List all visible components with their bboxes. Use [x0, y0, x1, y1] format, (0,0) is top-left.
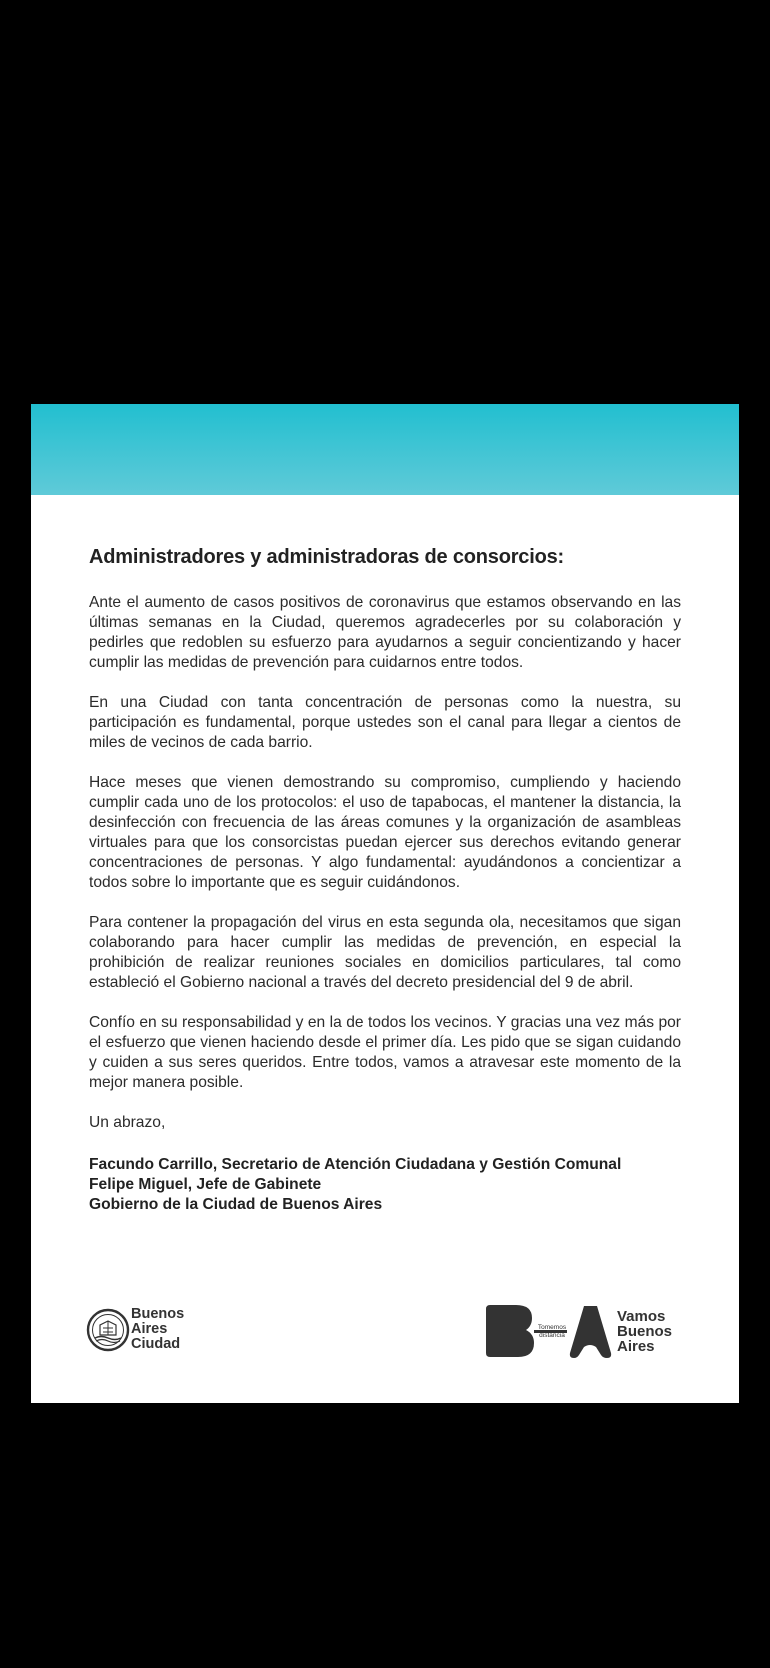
- letter-body: [89, 546, 681, 1215]
- signature-1: Facundo Carrillo, Secretario de Atención Ciudadana y Gestión Comunal: [89, 1156, 622, 1173]
- buenos-aires-ciudad-logo: [86, 1305, 206, 1355]
- logo-left-line: Aires: [131, 1321, 168, 1337]
- logo-small-line: Tomemos: [537, 1324, 567, 1331]
- city-seal-icon: [86, 1308, 130, 1352]
- vamos-buenos-aires-logo: [484, 1303, 689, 1363]
- paragraph-2: En una Ciudad con tanta concentración de personas como la nuestra, su participación es fundamental, porque ustedes son el canal para llegar a cientos de miles de vecinos de cada barrio.: [89, 694, 681, 751]
- logo-right-line: Aires: [617, 1338, 655, 1355]
- paragraph-5: Confío en su responsabilidad y en la de todos los vecinos. Y gracias una vez más por el esfuerzo que vienen haciendo desde el primer día. Les pido que se sigan cuidando y cuiden a sus seres queridos. Entre todos, vamos a atravesar este momento de la mejor manera posible.: [89, 1014, 681, 1091]
- header-banner: [31, 404, 739, 495]
- tomemos-distancia-text: [534, 1324, 570, 1340]
- paragraph-1: Ante el aumento de casos positivos de coronavirus que estamos observando en las últimas semanas en la Ciudad, queremos agradecerles por su colaboración y pedirles que redoblen su esfuerzo para ayudarnos a seguir concientizando y hacer cumplir las medidas de prevención para cuidarnos entre todos.: [89, 594, 681, 671]
- logo-left-line: Ciudad: [131, 1336, 181, 1352]
- signature-3: Gobierno de la Ciudad de Buenos Aires: [89, 1196, 383, 1213]
- letter-title: Administradores y administradoras de consorcios:: [89, 546, 564, 568]
- paragraph-3: Hace meses que vienen demostrando su compromiso, cumpliendo y haciendo cumplir cada uno de los protocolos: el uso de tapabocas, el mantener la distancia, la desinfección con frecuencia de las áreas comunes y la organización de asambleas virtuales para que los consorcistas puedan ejercer sus derechos evitando generar concentraciones de personas. Y algo fundamental: ayudándonos a concientizar a todos sobre lo importante que es seguir cuidándonos.: [89, 774, 681, 891]
- logo-small-line: distancia: [539, 1332, 565, 1339]
- signature-2: Felipe Miguel, Jefe de Gabinete: [89, 1176, 322, 1193]
- logo-left-line: Buenos: [131, 1306, 185, 1322]
- letter-page: [31, 404, 739, 1403]
- paragraph-4: Para contener la propagación del virus en esta segunda ola, necesitamos que sigan colaborando para hacer cumplir las medidas de prevención, en especial la prohibición de realizar reuniones sociales en domicilios particulares, tal como estableció el Gobierno nacional a través del decreto presidencial del 9 de abril.: [89, 914, 681, 991]
- logo-right-line: Vamos: [617, 1308, 666, 1325]
- greeting: Un abrazo,: [89, 1114, 166, 1131]
- logo-right-line: Buenos: [617, 1323, 673, 1340]
- logo-right-text: [617, 1309, 672, 1354]
- logo-left-text: [131, 1307, 184, 1352]
